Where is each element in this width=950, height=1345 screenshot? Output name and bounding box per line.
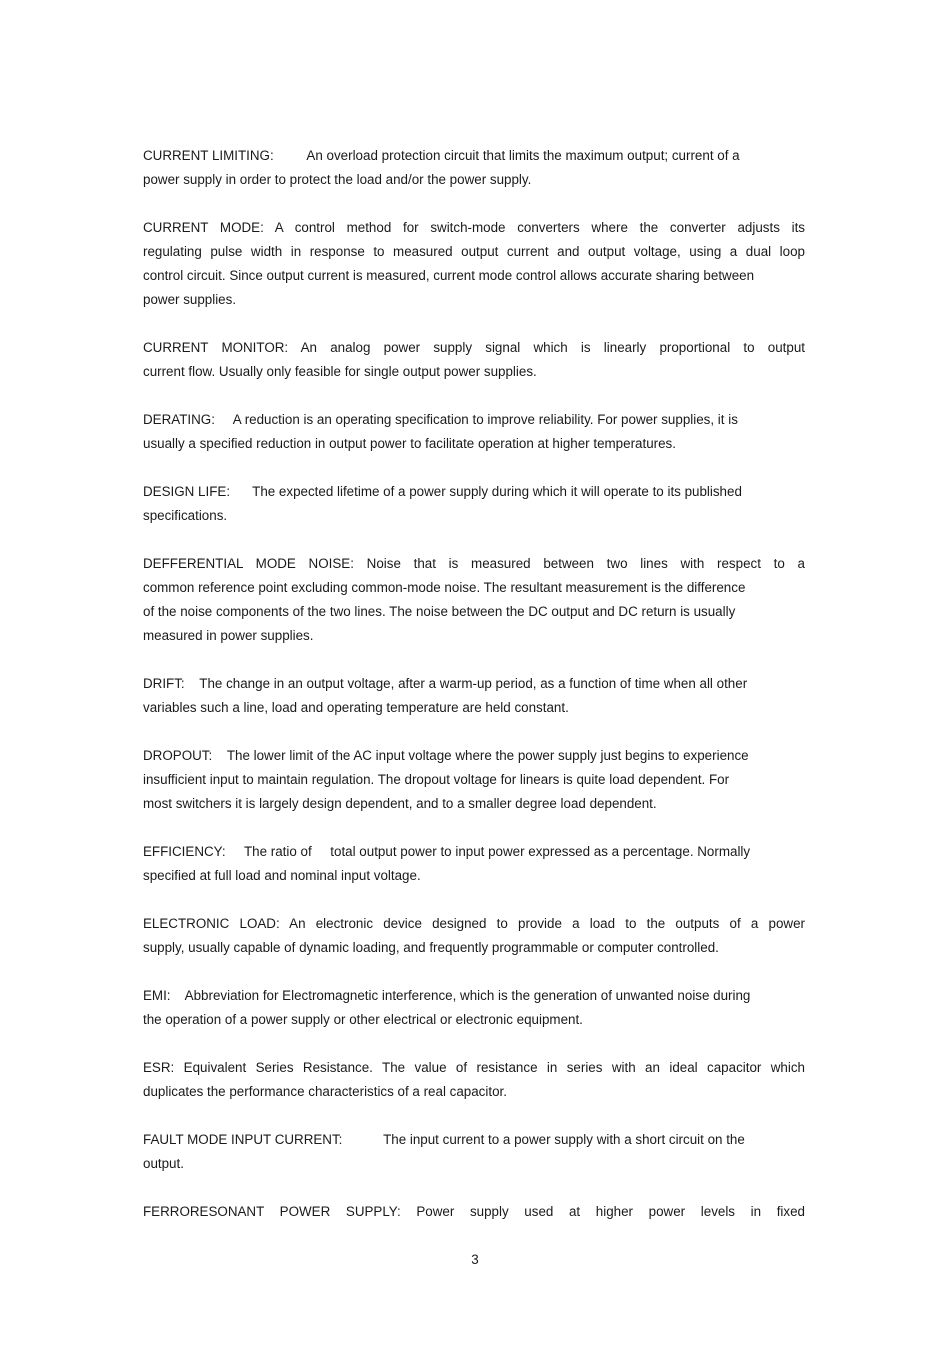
entry-line: insufficient input to maintain regulation. The dropout voltage for linears is quite load dependent. For xyxy=(143,772,730,787)
glossary-entry xyxy=(143,216,805,312)
entry-line: FERRORESONANT POWER SUPPLY: Power supply used at higher power levels in fixed xyxy=(143,1204,805,1219)
glossary-entry xyxy=(143,984,805,1032)
glossary-entry xyxy=(143,1128,805,1176)
entry-line: usually a specified reduction in output power to facilitate operation at higher temperatures. xyxy=(143,436,676,451)
entry-line: current flow. Usually only feasible for single output power supplies. xyxy=(143,364,537,379)
entry-line: DROPOUT: The lower limit of the AC input voltage where the power supply just begins to experience xyxy=(143,748,749,763)
entry-line: the operation of a power supply or other electrical or electronic equipment. xyxy=(143,1012,583,1027)
entry-line: regulating pulse width in response to measured output current and output voltage, using a dual loop xyxy=(143,244,805,259)
glossary-entry xyxy=(143,480,805,528)
entry-line: DEFFERENTIAL MODE NOISE: Noise that is measured between two lines with respect to a xyxy=(143,556,805,571)
entry-line: power supply in order to protect the load and/or the power supply. xyxy=(143,172,532,187)
entry-line: common reference point excluding common-mode noise. The resultant measurement is the difference xyxy=(143,580,746,595)
glossary-entry xyxy=(143,912,805,960)
entry-line: DERATING: A reduction is an operating specification to improve reliability. For power supplies, it is xyxy=(143,412,738,427)
entry-line: specifications. xyxy=(143,508,228,523)
entry-line: EFFICIENCY: The ratio of total output power to input power expressed as a percentage. Normally xyxy=(143,844,751,859)
entry-line: output. xyxy=(143,1156,184,1171)
entry-line: measured in power supplies. xyxy=(143,628,314,643)
entry-line: ELECTRONIC LOAD: An electronic device designed to provide a load to the outputs of a power xyxy=(143,916,805,931)
glossary-entry xyxy=(143,552,805,648)
entry-line: FAULT MODE INPUT CURRENT: The input current to a power supply with a short circuit on the xyxy=(143,1132,745,1147)
glossary-body xyxy=(143,144,805,1248)
entry-line: DRIFT: The change in an output voltage, after a warm-up period, as a function of time when all other xyxy=(143,676,748,691)
entry-line: CURRENT LIMITING: An overload protection circuit that limits the maximum output; current of a xyxy=(143,148,740,163)
entry-line: control circuit. Since output current is measured, current mode control allows accurate sharing between xyxy=(143,268,755,283)
entry-line: DESIGN LIFE: The expected lifetime of a power supply during which it will operate to its published xyxy=(143,484,742,499)
entry-line: CURRENT MODE: A control method for switch-mode converters where the converter adjusts its xyxy=(143,220,805,235)
entry-line: most switchers it is largely design dependent, and to a smaller degree load dependent. xyxy=(143,796,657,811)
entry-line: power supplies. xyxy=(143,292,237,307)
entry-line: of the noise components of the two lines. The noise between the DC output and DC return is usually xyxy=(143,604,736,619)
entry-line: ESR: Equivalent Series Resistance. The value of resistance in series with an ideal capacitor which xyxy=(143,1060,805,1075)
page-number: 3 xyxy=(471,1252,479,1267)
glossary-entry xyxy=(143,144,805,192)
glossary-entry xyxy=(143,336,805,384)
glossary-entry xyxy=(143,1200,805,1224)
glossary-entry xyxy=(143,1056,805,1104)
entry-line: variables such a line, load and operating temperature are held constant. xyxy=(143,700,569,715)
glossary-entry xyxy=(143,840,805,888)
glossary-entry xyxy=(143,672,805,720)
entry-line: specified at full load and nominal input voltage. xyxy=(143,868,421,883)
entry-line: EMI: Abbreviation for Electromagnetic interference, which is the generation of unwanted noise during xyxy=(143,988,751,1003)
entry-line: duplicates the performance characteristics of a real capacitor. xyxy=(143,1084,507,1099)
entry-line: CURRENT MONITOR: An analog power supply signal which is linearly proportional to output xyxy=(143,340,805,355)
glossary-entry xyxy=(143,744,805,816)
glossary-entry xyxy=(143,408,805,456)
entry-line: supply, usually capable of dynamic loading, and frequently programmable or computer controlled. xyxy=(143,940,719,955)
